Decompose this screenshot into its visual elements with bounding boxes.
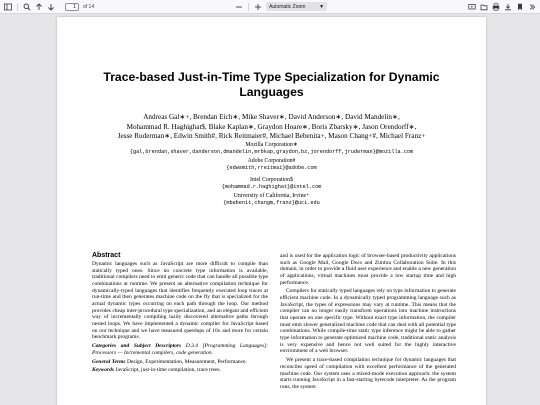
abstract-heading: Abstract [92,252,121,259]
affiliation-uci [57,193,486,207]
affiliation-email: {gal,brendan,shaver,danderson,dmandelin,mrbkap,graydon,bz,jorendorff,jruderman}@mozilla.com [129,149,414,155]
keywords-paragraph [92,367,268,374]
affiliation-org: University of California, Irvine+ [233,193,310,199]
author-line: Mohammad R. Haghighat$, Blake Kaplan∗, Graydon Hoare∗, Boris Zbarsky∗, Jason Orendorff∗, [126,122,417,131]
body-paragraph: We present a trace-based compilation technique for dynamic languages that reconciles speed of compilation with excellent performance of the generated machine code. Our system uses a mixed-mode execution approach: the system starts running JavaScript in a fast-starting bytecode interpreter. As the program runs, the system [280,357,456,390]
affiliation-email: {edwsmith,rreitmai}@adobe.com [226,165,317,171]
toolbar-separator [248,3,249,11]
page-count-label: of 14 [83,3,95,10]
zoom-in-icon[interactable] [252,1,264,13]
bookmark-icon[interactable] [514,1,526,13]
paper-title-line: Languages [239,84,304,99]
paper-title [57,70,486,99]
affiliation-intel [57,177,486,191]
affiliation-email: {mbebenit,changm,franz}@uci.edu [223,200,320,206]
pdf-viewer-area[interactable] [0,14,540,405]
pdf-page [57,17,486,405]
body-paragraph: Compilers for statically typed languages rely on type information to generate efficient machine code. In a dynamically typed programming language such as JavaScript, the types of expressions may vary at runtime. This means that the compiler can no longer easily transform operations into machine instructions that operate on one specific type. Without exact type information, the compiler must emit slower generalized machine code that can deal with all potential type combinations. While compile-time static type inference might be able to gather type information to generate optimized machine code, traditional static analysis is very expensive and hence not well suited for the highly interactive environment of a web browser. [280,288,456,355]
sidebar-toggle-icon[interactable] [2,1,14,13]
categories-text: D.3.4 [Programming Languages]: Processors — Incremental compilers, code generation. [92,343,268,356]
terms-paragraph [92,359,268,366]
affiliation-org: Adobe Corporation# [247,158,296,164]
zoom-select[interactable] [266,2,327,11]
paper-title-line: Trace-based Just-in-Time Type Specialization for Dynamic [103,70,440,84]
terms-text: Design, Experimentation, Measurement, Performance. [126,358,247,365]
toolbar-separator [17,3,18,11]
left-column [92,252,268,376]
presentation-mode-icon[interactable] [466,1,478,13]
keywords-heading: Keywords [92,367,114,374]
zoom-out-icon[interactable] [233,1,245,13]
affiliation-mozilla [57,142,486,156]
abstract-text: Dynamic languages such as JavaScript are more difficult to compile than statically typed ones. Since no concrete type information is available, traditional compilers need to emit generic code that can handle all possible type combinations at runtime. We present an alternative compilation technique for dynamically-typed languages that identifies frequently executed loop traces at run-time and then generates machine code on the fly that is specialized for the actual dynamic types occurring on each path through the loop. Our method provides cheap inter-procedural type specialization, and an elegant and efficient way of incrementally compiling lazily discovered alternative paths through nested loops. We have implemented a dynamic compiler for JavaScript based on our technique and we have measured speedups of 10x and more for certain benchmark programs. [92,261,268,341]
categories-heading: Categories and Subject Descriptors [92,343,182,350]
body-paragraph: and is used for the application logic of browser-based productivity applications such as Google Mail, Google Docs and Zimbra Collaboration Suite. In this domain, in order to provide a fluid user experience and enable a new generation of applications, virtual machines must provide a low startup time and high performance. [280,253,456,286]
zoom-select-label: Automatic Zoom [269,3,306,10]
keywords-text: JavaScript, just-in-time compilation, trace trees. [115,367,221,374]
affiliation-adobe [57,158,486,172]
pdf-toolbar [0,0,540,14]
terms-heading: General Terms [92,358,126,365]
save-icon[interactable] [502,1,514,13]
page-number-input[interactable]: 1 [65,3,79,11]
categories-paragraph [92,343,268,356]
tools-chevron-icon[interactable] [526,1,538,13]
right-column [280,253,456,393]
affiliation-org: Mozilla Corporation∗ [245,142,298,148]
chevron-down-icon: ▼ [319,3,325,10]
next-page-icon[interactable] [45,1,57,13]
open-file-icon[interactable] [478,1,490,13]
affiliation-org: Intel Corporation$ [250,177,293,183]
previous-page-icon[interactable] [33,1,45,13]
print-icon[interactable] [490,1,502,13]
author-list [67,113,476,142]
author-line: Andreas Gal∗+, Brendan Eich∗, Mike Shaver∗, David Anderson∗, David Mandelin∗, [143,113,400,121]
affiliation-email: {mohammad.r.haghighat}@intel.com [221,184,322,190]
author-line: Jesse Ruderman∗, Edwin Smith#, Rick Reitmaier#, Michael Bebenita+, Mason Chang+#, Michael Franz+ [117,132,426,141]
search-icon[interactable] [21,1,33,13]
